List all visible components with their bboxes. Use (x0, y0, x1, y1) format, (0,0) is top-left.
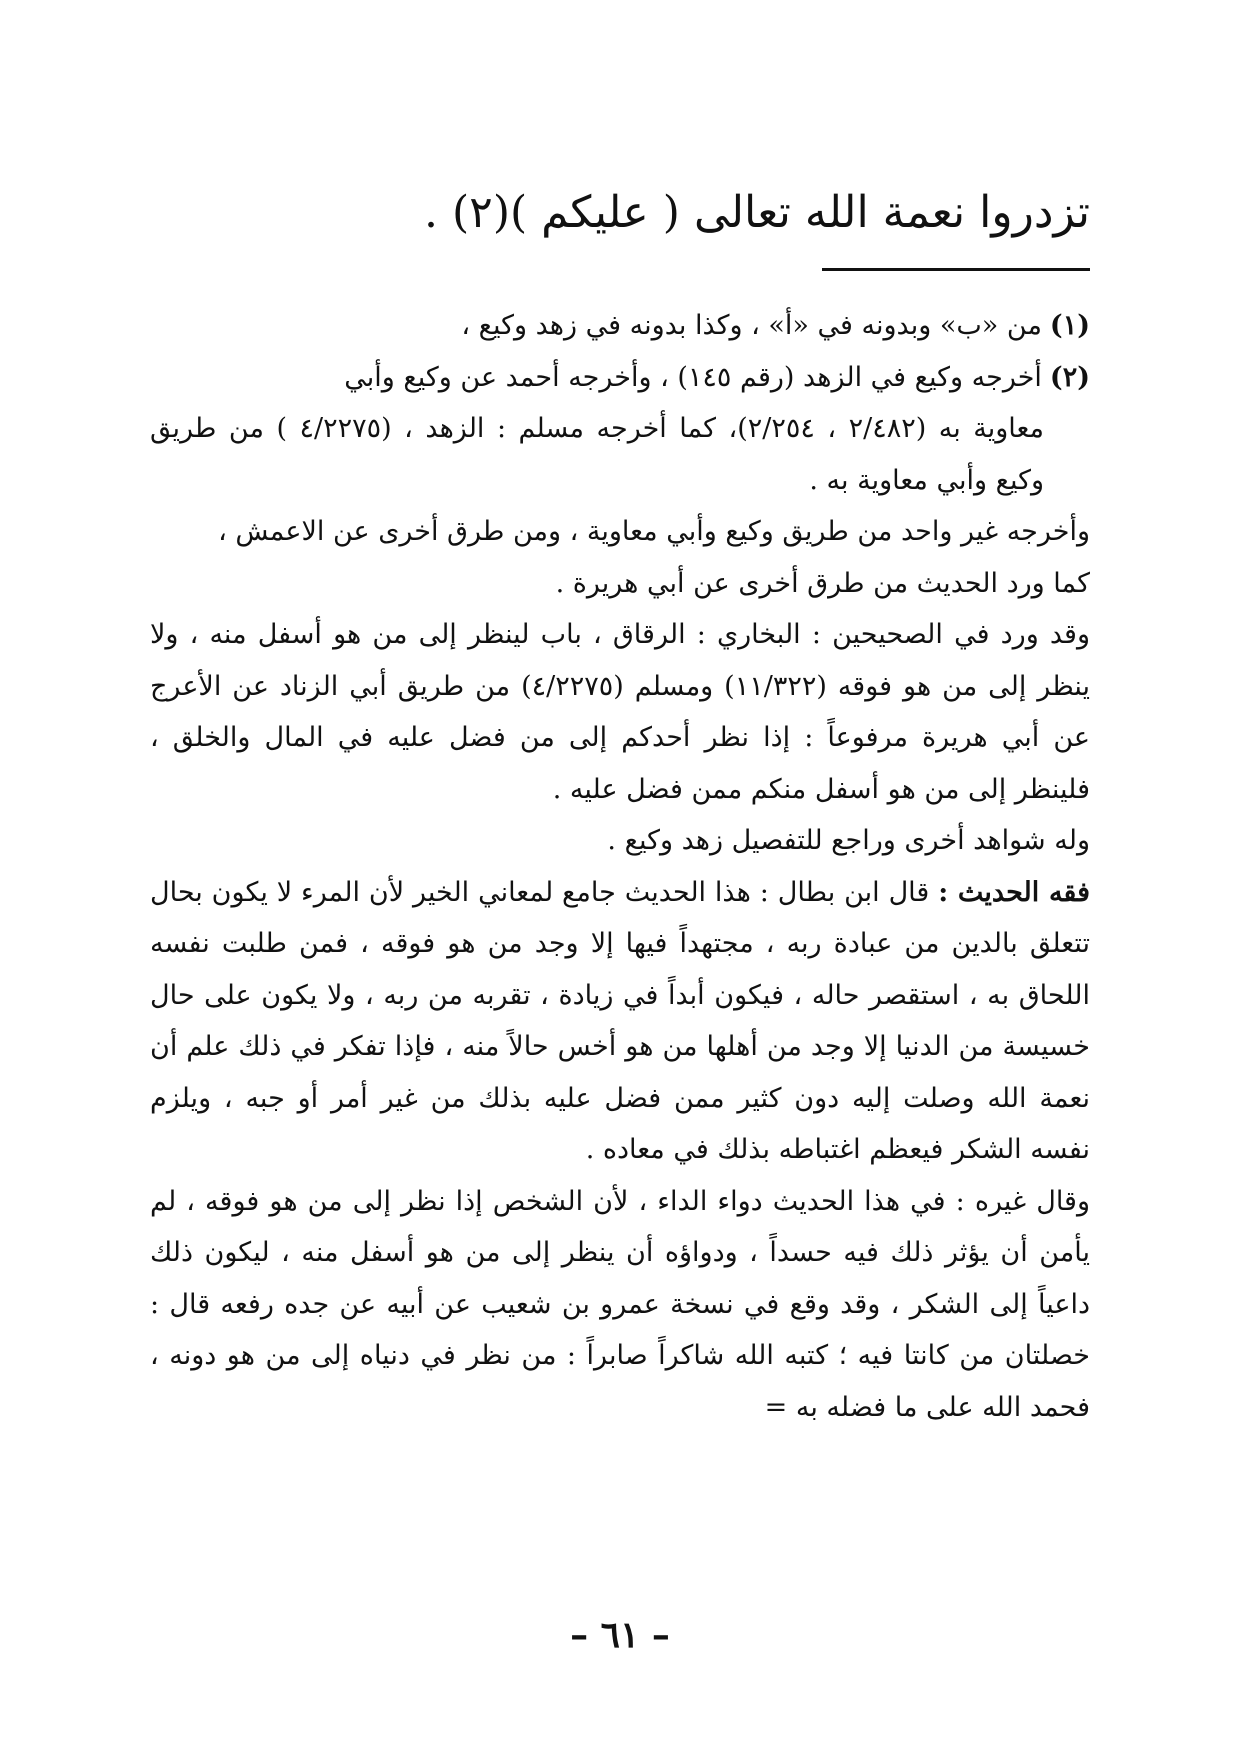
footnote-2-paragraph-5: وقد ورد في الصحيحين : البخاري : الرقاق ، باب لينظر إلى من هو أسفل منه ، ولا ينظر إلى من هو فوقه (١١/٣٢٢) ومسلم (٤/٢٢٧٥) من طريق أبي الزناد عن الأعرج عن أبي هريرة مرفوعاً : إذا نظر أحدكم إلى من فضل عليه في المال والخلق ، فلينظر إلى من هو أسفل منكم ممن فضل عليه . (150, 619, 1091, 805)
footnote-2-paragraph-1: أخرجه وكيع في الزهد (رقم ١٤٥) ، وأخرجه أحمد عن وكيع وأبي (344, 361, 1042, 393)
footnote-1-text: من «ب» وبدونه في «أ» ، وكذا بدونه في زهد وكيع ، (461, 310, 1042, 341)
footnotes-section (150, 300, 1090, 1433)
footnote-2-paragraph-8: وقال غيره : في هذا الحديث دواء الداء ، لأن الشخص إذا نظر إلى من هو فوقه ، لم يأمن أن يؤثر ذلك فيه حسداً ، ودواؤه أن ينظر إلى من هو أسفل منه ، ليكون ذلك داعياً إلى الشكر ، وقد وقع في نسخة عمرو بن شعيب عن أبيه عن جده رفعه قال : خصلتان من كانتا فيه ؛ كتبه الله شاكراً صابراً : من نظر في دنياه إلى من هو دونه ، فحمد الله على ما فضله به = (150, 1185, 1090, 1423)
main-text-closing-line: تزدروا نعمة الله تعالى ( عليكم )(٢) . (424, 187, 1090, 238)
page-number: – ٦١ – (570, 1614, 670, 1656)
footnote-2-paragraph-7 (150, 867, 1090, 1176)
fiqh-al-hadith-label: فقه الحديث : (938, 876, 1090, 908)
footnote-2-paragraph-2: معاوية به (٢/٤٨٢ ، ٢/٢٥٤)، كما أخرجه مسلم : الزهد ، (٤/٢٢٧٥ ) من طريق وكيع وأبي معاوية به . (150, 413, 1045, 496)
footnote-2-paragraph-6: وله شواهد أخرى وراجع للتفصيل زهد وكيع . (607, 825, 1090, 856)
footnote-1 (150, 300, 1090, 352)
footnote-1-marker: (١) (1049, 310, 1090, 341)
footnote-2-marker: (٢) (1049, 361, 1090, 393)
footnote-2-first-line (150, 352, 1090, 404)
footnote-2-paragraph-4: كما ورد الحديث من طرق أخرى عن أبي هريرة . (555, 567, 1090, 599)
footnote-2-paragraph-3: وأخرجه غير واحد من طريق وكيع وأبي معاوية ، ومن طرق أخرى عن الاعمش ، (218, 516, 1090, 547)
footnote-separator (822, 268, 1090, 271)
fiqh-al-hadith-text: قال ابن بطال : هذا الحديث جامع لمعاني الخير لأن المرء لا يكون بحال تتعلق بالدين من عبادة ربه ، مجتهداً فيها إلا وجد من هو فوقه ، فمن طلبت نفسه اللحاق به ، استقصر حاله ، فيكون أبداً في زيادة ، تقربه من ربه ، ولا يكون على حال خسيسة من الدنيا إلا وجد من أهلها من هو أخس حالاً منه ، فإذا تفكر في ذلك علم أن نعمة الله وصلت إليه دون كثير ممن فضل عليه بذلك من غير أمر أو جبه ، ويلزم نفسه الشكر فيعظم اغتباطه بذلك في معاده . (150, 876, 1090, 1165)
